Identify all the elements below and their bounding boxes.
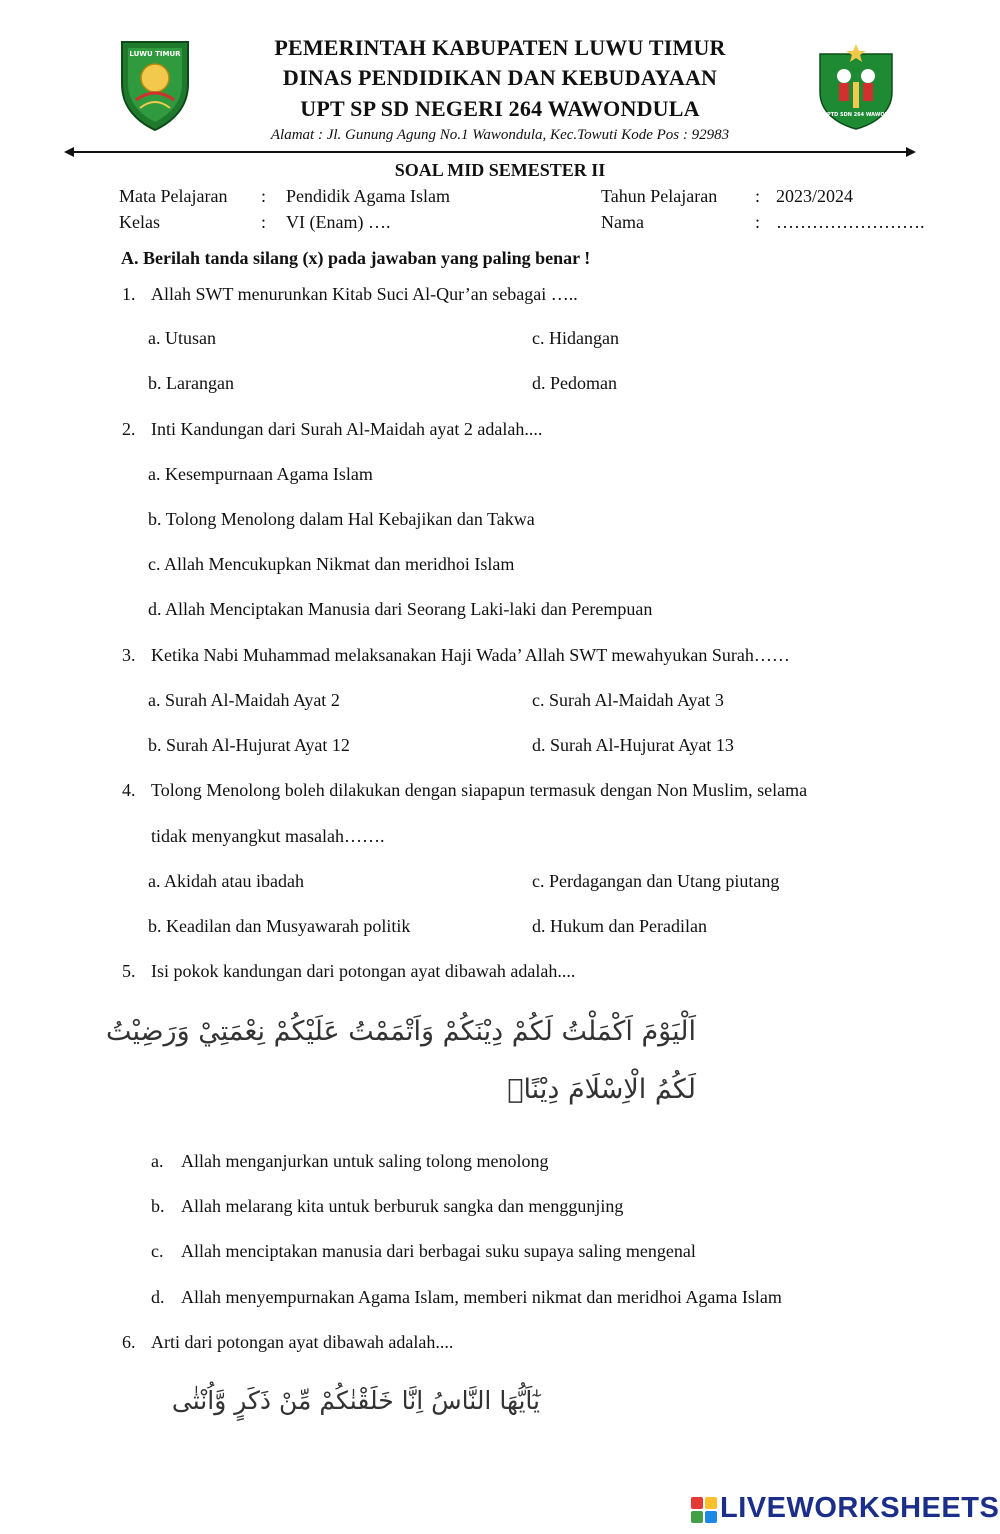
q5-option-b-letter: b.	[151, 1196, 165, 1216]
right-logo	[815, 42, 905, 130]
name-label: Nama	[601, 212, 644, 232]
name-colon: :	[755, 212, 761, 232]
year-colon: :	[755, 186, 761, 206]
q5-option-d-letter: d.	[151, 1287, 165, 1307]
q2-option-a[interactable]: a. Kesempurnaan Agama Islam	[148, 464, 373, 484]
q4-text-line2: tidak menyangkut masalah…….	[151, 826, 385, 846]
q2-text: Inti Kandungan dari Surah Al-Maidah ayat 2 adalah....	[151, 419, 543, 439]
q5-option-c[interactable]: Allah menciptakan manusia dari berbagai suku supaya saling mengenal	[181, 1241, 696, 1261]
subject-label: Mata Pelajaran	[119, 186, 228, 206]
q5-option-b[interactable]: Allah melarang kita untuk berburuk sangka dan menggunjing	[181, 1196, 624, 1216]
section-instruction: A. Berilah tanda silang (x) pada jawaban yang paling benar !	[121, 248, 591, 268]
class-colon: :	[261, 212, 267, 232]
header-divider	[64, 145, 916, 159]
q5-arabic-verse-line1: اَلْيَوْمَ اَكْمَلْتُ لَكُمْ دِيْنَكُمْ وَاَتْمَمْتُ عَلَيْكُمْ نِعْمَتِيْ وَرَضِيْتُ	[105, 1016, 696, 1047]
exam-title: SOAL MID SEMESTER II	[394, 160, 606, 180]
q1-option-b[interactable]: b. Larangan	[148, 373, 234, 393]
q1-number: 1.	[122, 284, 136, 304]
year-value: 2023/2024	[776, 186, 854, 206]
header-address: Alamat : Jl. Gunung Agung No.1 Wawondula, Kec.Towuti Kode Pos : 92983	[270, 127, 730, 143]
q5-text: Isi pokok kandungan dari potongan ayat dibawah adalah....	[151, 961, 576, 981]
q6-text: Arti dari potongan ayat dibawah adalah....	[151, 1332, 454, 1352]
name-field[interactable]: …………………….	[776, 212, 925, 232]
q5-option-a[interactable]: Allah menganjurkan untuk saling tolong menolong	[181, 1151, 549, 1171]
q4-option-d[interactable]: d. Hukum dan Peradilan	[532, 916, 707, 936]
right-logo-text: UPTD SDN 264 WAWONDULA	[823, 112, 905, 118]
q4-option-c[interactable]: c. Perdagangan dan Utang piutang	[532, 871, 780, 891]
subject-value: Pendidik Agama Islam	[286, 186, 450, 206]
q3-number: 3.	[122, 645, 136, 665]
q6-number: 6.	[122, 1332, 136, 1352]
q4-option-a[interactable]: a. Akidah atau ibadah	[148, 871, 304, 891]
header-school: UPT SP SD NEGERI 264 WAWONDULA	[300, 96, 700, 121]
q1-option-a[interactable]: a. Utusan	[148, 328, 216, 348]
q3-option-c[interactable]: c. Surah Al-Maidah Ayat 3	[532, 690, 724, 710]
class-label: Kelas	[119, 212, 160, 232]
q2-option-c[interactable]: c. Allah Mencukupkan Nikmat dan meridhoi Islam	[148, 554, 515, 574]
q3-text: Ketika Nabi Muhammad melaksanakan Haji Wada’ Allah SWT mewahyukan Surah……	[151, 645, 790, 665]
q2-number: 2.	[122, 419, 136, 439]
q5-option-c-letter: c.	[151, 1241, 164, 1261]
q1-option-d[interactable]: d. Pedoman	[532, 373, 617, 393]
year-label: Tahun Pelajaran	[601, 186, 718, 206]
q4-option-b[interactable]: b. Keadilan dan Musyawarah politik	[148, 916, 411, 936]
q6-arabic-verse: يٰٓاَيُّهَا النَّاسُ اِنَّا خَلَقْنٰكُمْ مِّنْ ذَكَرٍ وَّاُنْثٰى	[171, 1386, 540, 1415]
q3-option-b[interactable]: b. Surah Al-Hujurat Ayat 12	[148, 735, 350, 755]
q5-arabic-verse-line2: لَكُمُ الْاِسْلَامَ دِيْنًاۗ	[507, 1074, 696, 1105]
q3-option-d[interactable]: d. Surah Al-Hujurat Ayat 13	[532, 735, 734, 755]
q2-option-b[interactable]: b. Tolong Menolong dalam Hal Kebajikan dan Takwa	[148, 509, 535, 529]
q5-number: 5.	[122, 961, 136, 981]
q5-option-d[interactable]: Allah menyempurnakan Agama Islam, memberi nikmat dan meridhoi Agama Islam	[181, 1287, 782, 1307]
left-logo-text: LUWU TIMUR	[129, 50, 181, 58]
q4-number: 4.	[122, 780, 136, 800]
q3-option-a[interactable]: a. Surah Al-Maidah Ayat 2	[148, 690, 340, 710]
q2-option-d[interactable]: d. Allah Menciptakan Manusia dari Seorang Laki-laki dan Perempuan	[148, 599, 653, 619]
q1-option-c[interactable]: c. Hidangan	[532, 328, 619, 348]
q4-text-line1: Tolong Menolong boleh dilakukan dengan siapapun termasuk dengan Non Muslim, selama	[151, 780, 808, 800]
header-government: PEMERINTAH KABUPATEN LUWU TIMUR	[274, 35, 726, 60]
class-value: VI (Enam) ….	[286, 212, 391, 232]
q5-option-a-letter: a.	[151, 1151, 164, 1171]
liveworksheets-brand[interactable]: LIVEWORKSHEETS	[720, 1492, 1000, 1524]
header-department: DINAS PENDIDIKAN DAN KEBUDAYAAN	[282, 65, 718, 90]
liveworksheets-logo-icon	[690, 1496, 718, 1524]
subject-colon: :	[261, 186, 267, 206]
q1-text: Allah SWT menurunkan Kitab Suci Al-Qur’an sebagai …..	[151, 284, 578, 304]
